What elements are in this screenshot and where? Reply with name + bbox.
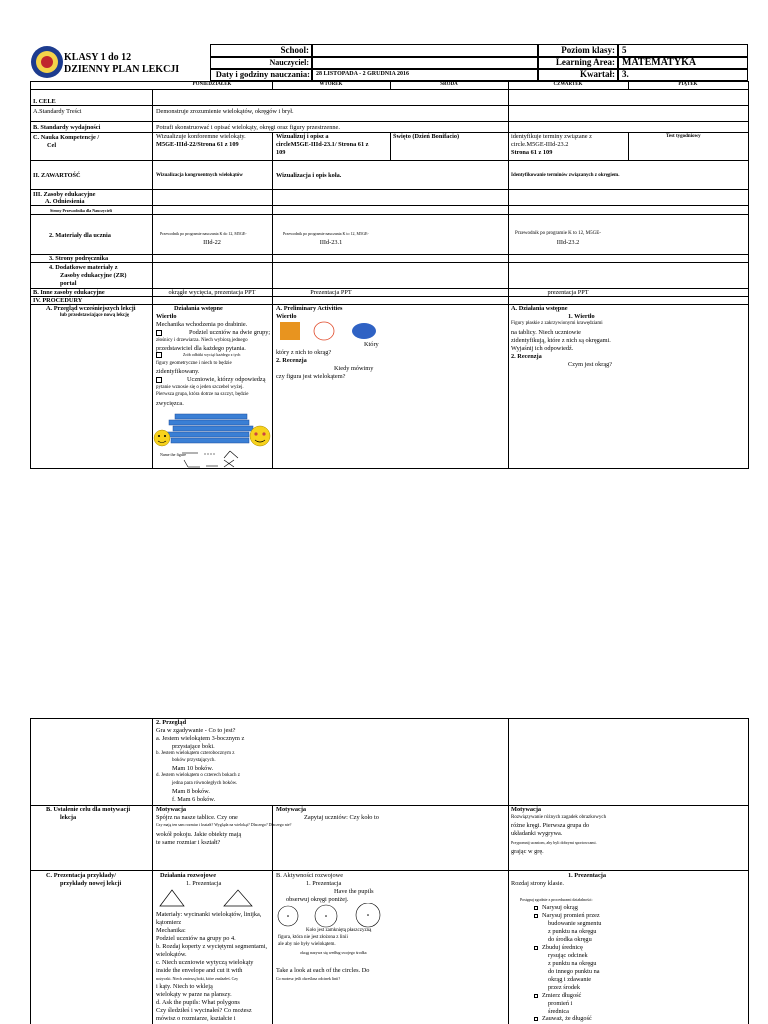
section-procedury: IV. PROCEDURY bbox=[33, 297, 83, 304]
grade-value: 5 bbox=[622, 45, 627, 55]
b-tue-head: Motywacja bbox=[276, 806, 307, 813]
a-mon-head: Działania wstępne bbox=[174, 305, 223, 312]
c-tue-head: B. Aktywności rozwojowe bbox=[276, 872, 343, 879]
a-tue-recenzja: 2. Recenzja bbox=[276, 357, 307, 364]
a-tue-q2: który z nich to okrąg? bbox=[276, 349, 332, 356]
day-tuesday: WTOREK bbox=[319, 82, 343, 87]
c-tue-7: Take a look at each of the circles. Do bbox=[276, 967, 370, 974]
c-thu-cont-4: rysując odcinek bbox=[548, 952, 588, 959]
area-label: Learning Area: bbox=[555, 57, 615, 67]
quarter-value: 3. bbox=[622, 69, 629, 79]
c-thu-cont-7: okrąg i zdawanie bbox=[548, 976, 592, 983]
day-monday: PONIEDZIAŁEK bbox=[192, 82, 232, 87]
nauka-mon-2: M5GE-IIId-22/Strona 61 z 109 bbox=[156, 141, 239, 148]
lesson-table-page2 bbox=[30, 718, 749, 1024]
seal-icon bbox=[30, 44, 64, 80]
c-mon-14: mówisz o rozmiarze, kształcie i bbox=[156, 1015, 236, 1022]
checkbox-icon bbox=[156, 377, 162, 383]
c-mon-12: d. Ask the pupils: What polygons bbox=[156, 999, 240, 1006]
strony-podrecznika-label: 3. Strony podręcznika bbox=[49, 255, 109, 262]
b-mon-4: te same rozmiar i kształt? bbox=[156, 839, 221, 846]
przeglad-4: b. Jestem wielokątem czterobocznym z bbox=[156, 751, 235, 756]
c-mon-8: inside the envelope and cut it with bbox=[156, 967, 243, 974]
a-mon-3: złośnicy i drzewiarza. Niech wybiorą jednego bbox=[156, 338, 248, 343]
bullet-icon bbox=[534, 1017, 538, 1021]
day-wednesday: ŚRODA bbox=[440, 82, 458, 87]
materialy-tue-1: Przewodnik po programie nauczania K to 12, M5GE- bbox=[283, 231, 369, 236]
zawartosc-thu: Identyfikowanie terminów związanych z okręgiem. bbox=[511, 173, 620, 178]
przeglad-1: Gra w zgadywanie - Co to jest? bbox=[156, 727, 236, 734]
c-thu-cont-10: średnica bbox=[548, 1008, 569, 1015]
nauka-tue-1: Wizualizuj i opisz a bbox=[276, 133, 329, 140]
c-tue-6: okrąg nazywa się według swojego środka bbox=[300, 950, 367, 955]
inne-zasoby-mon: okrągłe wycięcia, prezentacja PPT bbox=[168, 289, 256, 296]
c-tue-2: obserwuj okręgi poniżej. bbox=[286, 896, 349, 903]
c-tue-8: Co możesz jeśli określasz odcinek linii? bbox=[276, 976, 341, 981]
c-tue-3: Koło jest zamkniętą płaszczyzną bbox=[306, 928, 372, 933]
a-thu-1: Figury płaskie z zakrzywionymi krawędziami bbox=[511, 321, 603, 326]
inne-zasoby-thu: prezentacja PPT bbox=[547, 289, 589, 296]
c-thu-1: Rozdaj strony klasie. bbox=[511, 880, 564, 887]
nauka-thu-3: Strona 61 z 109 bbox=[511, 149, 553, 156]
c-mon-7: c. Niech uczniowie wytyczą wielokąty bbox=[156, 959, 254, 966]
a-thu-q: Czym jest okrąg? bbox=[568, 361, 613, 368]
b-mon-head: Motywacja bbox=[156, 806, 187, 813]
c-mon-13: Czy śledziłeś i wycinałeś? Co możesz bbox=[156, 1007, 252, 1014]
bullet-icon bbox=[534, 906, 538, 910]
a-mon-11: zwycięzca. bbox=[156, 400, 184, 407]
b-thu-5: grając w grę. bbox=[511, 848, 544, 855]
a-mon-4: przedstawiciel dla każdego pytania. bbox=[156, 345, 246, 352]
nauka-thu-1: identyfikuje terminy związane z bbox=[511, 133, 592, 140]
c-mon-1: Materiały: wycinanki wielokątów, linijka, bbox=[156, 911, 262, 918]
section-c-label-1: C. Prezentacja przykłady/ bbox=[46, 872, 117, 879]
grade-value-box bbox=[618, 44, 748, 57]
school-label: School: bbox=[280, 45, 309, 55]
area-value: MATEMATYKA bbox=[622, 57, 697, 68]
inne-zasoby-tue: Prezentacja PPT bbox=[310, 289, 352, 296]
quarter-value-box bbox=[618, 69, 748, 81]
inne-zasoby-label: B. Inne zasoby edukacyjne bbox=[33, 289, 105, 296]
a-mon-1: Mechanika wchodzenia po drabinie. bbox=[156, 321, 248, 328]
c-tue-4: figura, która nie jest złożona z linii bbox=[278, 935, 348, 940]
nauka-fri: Test tygodniowy bbox=[666, 134, 701, 139]
a-tue-head: A. Preliminary Activities bbox=[276, 305, 343, 312]
a-thu-head: A. Działania wstępne bbox=[511, 305, 568, 312]
b-thu-1: Rozwiązywanie różnych zagadek obrazkowych bbox=[511, 815, 607, 820]
shapes-caption: Name the figure bbox=[160, 452, 186, 457]
a-thu-recenzja: 2. Recenzja bbox=[511, 353, 542, 360]
section-b-label-1: B. Ustalenie celu dla motywacji bbox=[46, 806, 131, 813]
b-thu-2: różne kręgi. Pierwsza grupa do bbox=[511, 822, 590, 829]
c-thu-item-1: Narysuj okrąg bbox=[534, 904, 578, 912]
przeglad-2: a. Jestem wielokątem 3-bocznym z bbox=[156, 735, 245, 742]
plan-title-line2: DZIENNY PLAN LEKCJI bbox=[64, 64, 180, 75]
a-mon-2: Podziel uczniów na dwie grupy; bbox=[156, 329, 270, 337]
dates-value: 28 LISTOPADA - 2 GRUDNIA 2016 bbox=[316, 71, 409, 77]
b-thu-head: Motywacja bbox=[511, 806, 542, 813]
b-thu-3: układanki wygrywa. bbox=[511, 830, 563, 837]
zawartosc-mon: Wizualizacja kongruentnych wielokątów bbox=[156, 173, 243, 178]
a-tue-q4: czy figura jest wielokątem? bbox=[276, 373, 346, 380]
a-mon-5: Zrób odbitki wyciąć każdego z tych bbox=[156, 352, 240, 358]
c-thu-item-5: Zauważ, że długość bbox=[534, 1015, 592, 1023]
line-shapes-figure bbox=[180, 448, 250, 468]
przeglad-6: Mam 10 boków. bbox=[172, 765, 214, 772]
bullet-icon bbox=[534, 946, 538, 950]
c-tue-sub: 1. Prezentacja bbox=[306, 880, 342, 887]
day-thursday: CZWARTEK bbox=[553, 82, 583, 87]
materialy-mon-1: Przewodnik po programie nauczania K do 12, M5GE- bbox=[160, 231, 247, 236]
c-thu-cont-5: z punktu na okręgu bbox=[548, 960, 597, 967]
section-c-label-2: przykłady nowej lekcji bbox=[60, 880, 122, 887]
strony-przewodnika-label: Strony Przewodnika dla Nauczycieli bbox=[50, 208, 112, 213]
checkbox-icon bbox=[156, 352, 162, 358]
c-thu-cont-2: z punktu na okręgu bbox=[548, 928, 597, 935]
a-mon-9: pytanie wznosie się o jeden szczebel wyżej. bbox=[156, 385, 244, 390]
zawartosc-tue: Wizualizacja i opis koła. bbox=[276, 172, 342, 179]
dodatkowe-label-2: Zasoby edukacyjne (ZR) bbox=[60, 272, 127, 279]
c-thu-cont-8: przez środek bbox=[548, 984, 580, 991]
c-mon-6: wielokątów. bbox=[156, 951, 187, 958]
nauka-tue-3: 109 bbox=[276, 149, 286, 156]
przeglad-8: jedna para równoległych boków. bbox=[172, 781, 238, 786]
a-tue-q1: Który bbox=[364, 341, 379, 348]
c-thu-cont-3: do środka okręgu bbox=[548, 936, 592, 943]
b-tue-1: Zapytaj uczniów: Czy koło to bbox=[304, 814, 379, 821]
materialy-label: 2. Materiały dla ucznia bbox=[49, 232, 111, 239]
checkbox-icon bbox=[156, 330, 162, 336]
przeglad-3: przystające boki. bbox=[172, 743, 215, 750]
a-thu-2: na tablicy. Niech uczniowie bbox=[511, 329, 581, 336]
c-thu-item-4: Zmierz długość bbox=[534, 992, 581, 1000]
c-mon-sub: 1. Prezentacja bbox=[186, 880, 222, 887]
przeglad-5: boków przystających. bbox=[172, 758, 216, 763]
c-mon-5: b. Rozdaj koperty z wyciętymi segmentami, bbox=[156, 943, 268, 950]
c-mon-head: Działania rozwojowe bbox=[160, 872, 217, 879]
section-zasoby: III. Zasoby edukacyjne bbox=[33, 191, 96, 198]
standardy-wydajnosci-value: Potrafi skonstruować i opisać wielokąty, okręgi oraz figury przestrzenne. bbox=[156, 124, 340, 131]
section-a-label-2: lub przedstawiające nową lekcję bbox=[60, 313, 130, 318]
materialy-thu-2: IIId-23.2 bbox=[556, 239, 580, 246]
b-mon-2: Czy mają ten sam rozmiar i kształt? Wygląda na wielokąt? Dlaczego? Dlaczego nie? bbox=[156, 822, 292, 827]
b-mon-3: wokół pokoju. Jakie obiekty mają bbox=[156, 831, 242, 838]
c-thu-cont-1: budowanie segmentu bbox=[548, 920, 602, 927]
school-value bbox=[312, 44, 538, 57]
c-mon-4: Podziel uczniów na grupy po 4. bbox=[156, 935, 236, 942]
c-thu-item-2: Narysuj promień przez bbox=[534, 912, 600, 920]
c-thu-cont-9: promień i bbox=[548, 1000, 573, 1007]
quarter-label: Kwartał: bbox=[580, 69, 615, 79]
nauka-mon-1: Wizualizuje konforemne wielokąty. bbox=[156, 133, 246, 140]
c-tue-5: ale aby nie były wielokątem. bbox=[278, 942, 336, 947]
nauka-label-1: C. Nauka Kompetencje / bbox=[33, 134, 100, 141]
a-mon-sub: Wiertło bbox=[156, 313, 177, 320]
a-mon-6: figury geometryczne i niech to będzie bbox=[156, 361, 232, 366]
a-mon-10: Pierwsza grupa, która dotrze na szczyt, będzie bbox=[156, 392, 249, 397]
materialy-thu-1: Przewodnik po programie K to 12, M5GE- bbox=[515, 231, 601, 236]
przeglad-head: 2. Przegląd bbox=[156, 719, 187, 726]
c-mon-9: nożyczki. Niech zmierzą boki, które znalazłeś. Czy bbox=[156, 976, 239, 981]
przeglad-9: Mam 8 boków. bbox=[172, 788, 210, 795]
dodatkowe-label-1: 4. Dodatkowe materiały z bbox=[49, 264, 118, 271]
a-tue-sub: Wiertło bbox=[276, 313, 297, 320]
teacher-label: Nauczyciel: bbox=[269, 58, 309, 67]
materialy-mon-2: IIId-22 bbox=[203, 239, 221, 246]
c-mon-3: Mechanika: bbox=[156, 927, 186, 934]
c-mon-11: wielokąty w parze na planszy. bbox=[156, 991, 232, 998]
a-tue-q3: Kiedy mówimy bbox=[334, 365, 374, 372]
c-mon-10: i kąty. Niech to wkleją bbox=[156, 983, 213, 990]
a-mon-7: zidentyfikowany. bbox=[156, 368, 200, 375]
bullet-icon bbox=[534, 914, 538, 918]
c-thu-head: 1. Prezentacja bbox=[568, 872, 606, 879]
nauka-thu-2: circle.M5GE-IIId-23.2 bbox=[511, 141, 569, 148]
odniesienia-label: A. Odniesienia bbox=[45, 198, 85, 205]
dates-label: Daty i godziny nauczania: bbox=[215, 69, 310, 79]
bullet-icon bbox=[534, 994, 538, 998]
materialy-tue-2: IIId-23.1 bbox=[319, 239, 343, 246]
triangles-figure bbox=[156, 888, 270, 908]
b-thu-4: Przypomnij uczniom, aby byli dobrymi sportowcami. bbox=[511, 840, 597, 845]
c-tue-1: Have the pupils bbox=[334, 888, 374, 895]
c-thu-2: Postępuj zgodnie z procedurami działalności: bbox=[520, 897, 593, 902]
teacher-value bbox=[312, 57, 538, 69]
a-thu-4: Wyjaśnij ich odpowiedź. bbox=[511, 345, 574, 352]
nauka-label-2: Cel bbox=[47, 142, 57, 149]
a-mon-8: Uczniowie, którzy odpowiedzą bbox=[156, 376, 266, 384]
a-thu-3: zidentyfikują, które z nich są okręgami. bbox=[511, 337, 611, 344]
dodatkowe-label-3: portal bbox=[60, 280, 77, 287]
nauka-wed: Święto (Dzień Bonifacio) bbox=[393, 133, 460, 140]
przeglad-7: d. Jestem wielokątem o czterech bokach z bbox=[156, 773, 240, 778]
deped-logo bbox=[30, 44, 64, 80]
section-cele: I. CELE bbox=[33, 98, 56, 105]
plan-title-line1: KLASY 1 do 12 bbox=[64, 52, 132, 63]
section-a-label-1: A. Przegląd wcześniejszych lekcji bbox=[46, 305, 136, 312]
section-b-label-2: lekcja bbox=[60, 814, 77, 821]
przeglad-10: f. Mam 6 boków. bbox=[172, 796, 216, 803]
grade-label: Poziom klasy: bbox=[561, 45, 615, 55]
section-zawartosc: II. ZAWARTOŚĆ bbox=[33, 172, 81, 179]
c-thu-cont-6: do innego punktu na bbox=[548, 968, 600, 975]
a-thu-sub: 1. Wiertło bbox=[568, 313, 595, 320]
standardy-tresci-value: Demonstruje zrozumienie wielokątów, okręgów i brył. bbox=[156, 108, 294, 115]
c-mon-2: kątomierz bbox=[156, 919, 182, 926]
standardy-tresci-label: A.Standardy Treści bbox=[33, 108, 82, 115]
b-mon-1: Spójrz na nasze tablice. Czy one bbox=[156, 814, 238, 821]
nauka-tue-2: circleM5GE-IIId-23.1/ Strona 61 z bbox=[276, 141, 369, 148]
standardy-wydajnosci-label: B. Standardy wydajności bbox=[33, 124, 101, 131]
c-thu-item-3: Zbuduj średnicę bbox=[534, 944, 583, 952]
day-friday: PIĄTEK bbox=[678, 82, 698, 87]
